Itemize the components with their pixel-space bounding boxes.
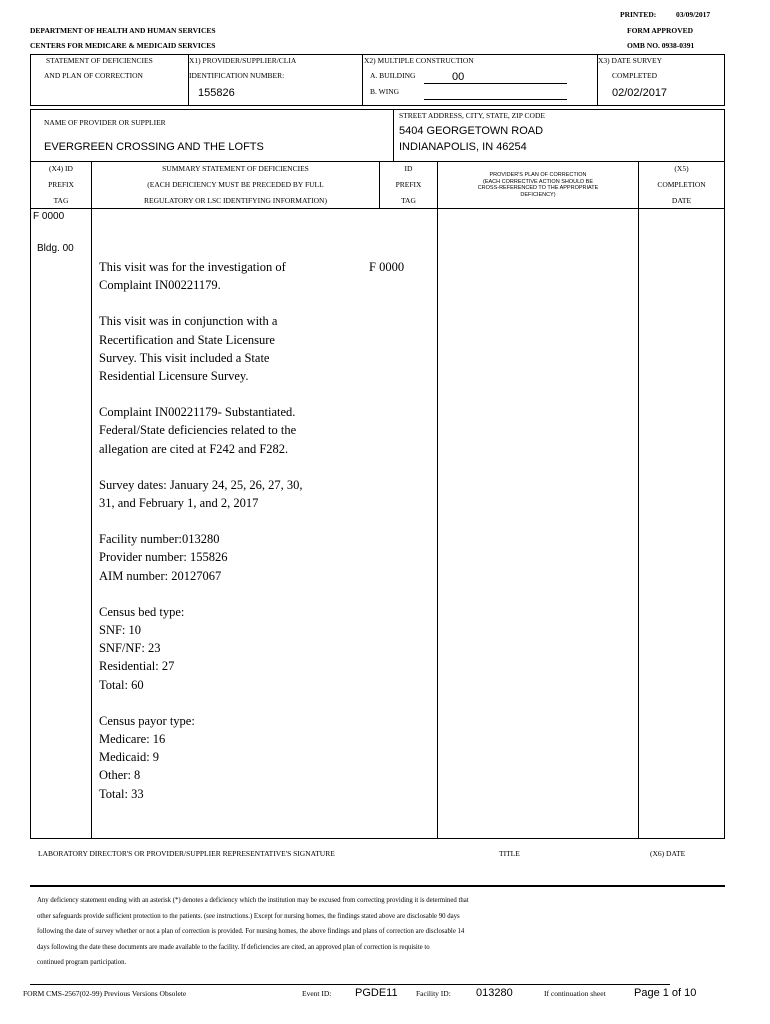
x5-header-3: DATE xyxy=(671,196,692,205)
summary-paragraph xyxy=(99,258,374,294)
x3-label-2: COMPLETED xyxy=(612,71,657,80)
statement-label-2: AND PLAN OF CORRECTION xyxy=(44,71,143,80)
page-number: Page 1 of 10 xyxy=(634,987,697,999)
building-tag: Bldg. 00 xyxy=(37,243,74,254)
title-label: TITLE xyxy=(499,849,520,858)
provider-name: EVERGREEN CROSSING AND THE LOFTS xyxy=(44,141,264,153)
disclaimer-line: days following the date these documents are made available to the facility. If deficiencies are cited, an approved plan of correction is requisite to xyxy=(37,943,430,951)
summary-line: Medicaid: 9 xyxy=(99,750,160,765)
x2-label: X2) MULTIPLE CONSTRUCTION xyxy=(364,56,474,65)
x5-header-2: COMPLETION xyxy=(657,180,706,189)
statement-label-1: STATEMENT OF DEFICIENCIES xyxy=(46,56,153,65)
summary-paragraph xyxy=(99,603,374,694)
plan-header-1: PROVIDER'S PLAN OF CORRECTION xyxy=(489,172,587,178)
summary-line: Other: 8 xyxy=(99,768,141,783)
summary-line: Complaint IN00221179. xyxy=(99,278,221,293)
x1-label-2: IDENTIFICATION NUMBER: xyxy=(189,71,285,80)
signature-label: LABORATORY DIRECTOR'S OR PROVIDER/SUPPLIER REPRESENTATIVE'S SIGNATURE xyxy=(38,849,335,858)
x4-header-2: PREFIX xyxy=(48,180,74,189)
summary-paragraph xyxy=(99,476,374,512)
x5-header-1: (X5) xyxy=(674,164,689,173)
id-header-3: TAG xyxy=(401,196,416,205)
summary-paragraph xyxy=(99,312,374,385)
summary-header-1: SUMMARY STATEMENT OF DEFICIENCIES xyxy=(162,164,309,173)
form-number: FORM CMS-2567(02-99) Previous Versions Obsolete xyxy=(23,989,187,998)
building-label: A. BUILDING xyxy=(370,71,416,80)
prefix-tag-right: F 0000 xyxy=(369,260,405,274)
event-id-label: Event ID: xyxy=(302,989,332,998)
summary-line: Provider number: 155826 xyxy=(99,550,228,565)
survey-completed-date: 02/02/2017 xyxy=(612,87,668,99)
summary-line: Residential: 27 xyxy=(99,659,175,674)
summary-text xyxy=(99,258,374,821)
plan-header-4: DEFICIENCY) xyxy=(520,191,556,198)
omb-number: OMB NO. 0938-0391 xyxy=(627,41,695,50)
department-name: DEPARTMENT OF HEALTH AND HUMAN SERVICES xyxy=(30,26,216,35)
printed-label: PRINTED: xyxy=(620,10,657,19)
summary-line: Total: 60 xyxy=(99,677,144,692)
address-label: STREET ADDRESS, CITY, STATE, ZIP CODE xyxy=(399,111,545,120)
summary-paragraph xyxy=(99,530,374,585)
summary-line: Survey dates: January 24, 25, 26, 27, 30, xyxy=(99,477,303,492)
x4-header-3: TAG xyxy=(53,196,69,205)
provider-name-label: NAME OF PROVIDER OR SUPPLIER xyxy=(44,118,166,127)
summary-line: This visit was for the investigation of xyxy=(99,260,286,274)
summary-header-3: REGULATORY OR LSC IDENTIFYING INFORMATION) xyxy=(144,196,327,205)
plan-header-2: (EACH CORRECTIVE ACTION SHOULD BE xyxy=(482,178,594,185)
building-value: 00 xyxy=(452,71,465,83)
summary-line: Survey. This visit included a State xyxy=(99,350,270,365)
summary-line: Recertification and State Licensure xyxy=(99,332,275,347)
plan-header-3: CROSS-REFERENCED TO THE APPROPRIATE xyxy=(477,185,599,191)
address-line-2: INDIANAPOLIS, IN 46254 xyxy=(399,141,527,153)
summary-paragraph xyxy=(99,403,374,458)
wing-label: B. WING xyxy=(370,87,400,96)
x4-header-1: (X4) ID xyxy=(49,164,73,173)
summary-header-2: (EACH DEFICIENCY MUST BE PRECEDED BY FULL xyxy=(147,180,324,189)
summary-line: Complaint IN00221179- Substantiated. xyxy=(99,405,296,420)
summary-line: Total: 33 xyxy=(99,786,144,801)
id-header-1: ID xyxy=(404,164,413,173)
summary-line: SNF: 10 xyxy=(99,623,142,638)
continuation-label: If continuation sheet xyxy=(544,989,606,998)
disclaimer-line: Any deficiency statement ending with an asterisk (*) denotes a deficiency which the institution may be excused from correcting providing it is determined that xyxy=(37,897,469,904)
plan-header xyxy=(438,172,638,198)
disclaimer-text xyxy=(37,893,469,971)
summary-line: AIM number: 20127067 xyxy=(99,568,222,583)
summary-line: SNF/NF: 23 xyxy=(99,641,161,656)
address-line-1: 5404 GEORGETOWN ROAD xyxy=(399,125,544,137)
facility-id-value: 013280 xyxy=(476,987,513,999)
prefix-tag-left: F 0000 xyxy=(33,211,65,222)
summary-line: 31, and February 1, and 2, 2017 xyxy=(99,496,259,511)
summary-line: This visit was in conjunction with a xyxy=(99,314,278,329)
disclaimer-line: other safeguards provide sufficient protection to the patients. (see instructions.) Except for nursing homes, the findings stated above are disclosable 90 days xyxy=(37,912,460,920)
summary-line: Residential Licensure Survey. xyxy=(99,369,249,384)
summary-line: Census bed type: xyxy=(99,604,185,619)
date-label: (X6) DATE xyxy=(650,849,686,858)
event-id-value: PGDE11 xyxy=(355,987,398,999)
summary-line: Facility number:013280 xyxy=(99,532,220,547)
provider-id-value: 155826 xyxy=(198,87,235,99)
disclaimer-line: following the date of survey whether or not a plan of correction is provided. For nursing homes, the above findings and plans of correction are disclosable 14 xyxy=(37,928,465,935)
x1-label-1: X1) PROVIDER/SUPPLIER/CLIA xyxy=(189,56,297,65)
facility-id-label: Facility ID: xyxy=(416,989,451,998)
summary-line: Census payor type: xyxy=(99,713,195,728)
summary-line: Medicare: 16 xyxy=(99,732,166,747)
summary-line: allegation are cited at F242 and F282. xyxy=(99,441,289,456)
id-header-2: PREFIX xyxy=(395,180,422,189)
form-approved: FORM APPROVED xyxy=(627,26,694,35)
x3-label-1: X3) DATE SURVEY xyxy=(598,56,662,65)
summary-paragraph xyxy=(99,712,374,803)
summary-line: Federal/State deficiencies related to the xyxy=(99,423,297,438)
centers-name: CENTERS FOR MEDICARE & MEDICAID SERVICES xyxy=(30,41,216,50)
disclaimer-line: continued program participation. xyxy=(37,959,127,966)
printed-date: 03/09/2017 xyxy=(676,10,711,19)
